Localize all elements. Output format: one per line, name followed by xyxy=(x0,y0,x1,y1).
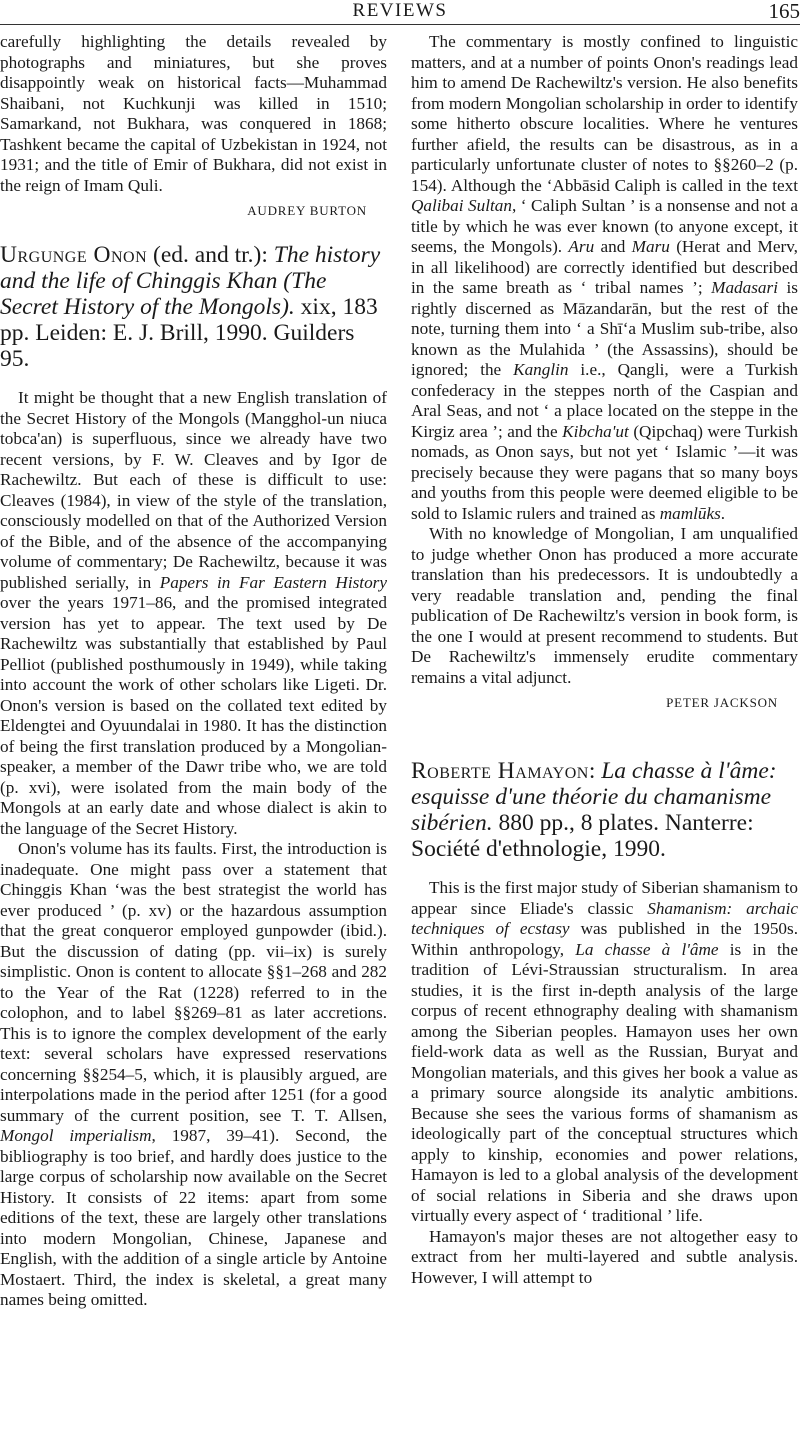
text-run: (Qipchaq) were Turkish nomads, as Onon says, but not yet ‘ Islamic ’—it was precisely because they were pagans that so many boys and youths from this people were deemed eligible to be sold to Islamic rulers and trained as xyxy=(411,421,798,523)
term: Madasari xyxy=(711,278,778,297)
book-title: Shamanism: archaic techniques of ecstasy xyxy=(411,898,798,938)
burton-review-ending: carefully highlighting the details revealed by photographs and miniatures, but she proves disappointly weak on historical facts—Muhammad Shaibani, not Kuchkunji was killed in 1510; Samarkand, not Bukhara, was conquered in 1868; Tashkent became the capital of Uzbekistan in 1924, not 1931; and the title of Emir of Bukhara, did not exist in the reign of Imam Quli. xyxy=(0,32,387,195)
reviewer-signature: AUDREY BURTON xyxy=(247,203,367,218)
text-run: : xyxy=(588,758,602,784)
text-run: and xyxy=(594,237,632,256)
text-run: . xyxy=(720,503,726,523)
text-run: It might be thought that a new English translation of the Secret History of the Mongols (Mangghol-un niuca tobca'an) is superfluous, since we already have two recent versions, by F. W. Cleaves and by Igor de Rachewiltz. But each of these is difficult to use: Cleaves (1984), in view of the style of the translation, consciously modelled on that of the Authorized Version of the Bible, and of the absence of the accompanying volume of commentary; De Rachewiltz, because it was published serially, in xyxy=(0,388,387,592)
review-heading-onon xyxy=(0,242,387,372)
text-run: Onon's volume has its faults. First, the introduction is inadequate. One might pass over a statement that Chinggis Khan ‘was the best strategist the world has ever produced ’ (p. xv) or the hazardous assumption that the great conqueror employed gunpowder (ibid.). But the discussion of dating (pp. vii–ix) is surely simplistic. Onon is content to allocate §§1–268 and 282 to the Year of the Rat (1228) referred to in the colophon, and to label §§269–81 as later accretions. This is to ignore the complex development of the early text: several scholars have expressed reservations concerning §§254–5, which, it is plausibly argued, are interpolations made in the period after 1251 (for a good summary of the current position, see T. T. Allsen, xyxy=(0,839,387,1125)
text-run: (Herat and Merv, in all likelihood) are correctly identified but described in the same breath as ‘ tribal names ’; xyxy=(411,237,798,297)
review-author-role: (ed. and tr.): xyxy=(147,242,274,268)
term: Kibcha'ut xyxy=(562,421,629,441)
review-paragraph: Hamayon's major theses are not altogether easy to extract from her multi-layered and subtle analysis. However, I will attempt to xyxy=(411,1226,798,1287)
text-run: was published in the 1950s. Within anthropology, xyxy=(411,919,798,959)
review-paragraph xyxy=(411,878,798,1227)
term: Aru xyxy=(568,237,595,256)
review-book-details: xix, 183 pp. Leiden: E. J. Brill, 1990. Guilders 95. xyxy=(0,294,378,372)
term: Qalibai Sultan xyxy=(411,196,512,215)
running-header xyxy=(0,0,800,26)
text-run: is rightly discerned as Māzandarān, but the rest of the note, turning them into ‘ a Shī‘a Muslim sub-tribe, also known as the Mulahida ’ (the Assassins), should be ignored; the xyxy=(411,278,798,379)
review-paragraph xyxy=(0,388,387,839)
text-run: , 1987, 39–41). Second, the bibliography is too brief, and hardly does justice to the large corpus of scholarship now available on the Secret History. It consists of 22 items: apart from some editions of the text, these are largely other translations into modern Mongolian, Chinese, Japanese and English, with the addition of a single article by Antoine Mostaert. Third, the index is skeletal, a great many names being omitted. xyxy=(0,1126,387,1309)
review-book-details: 880 pp., 8 plates. Nanterre: Société d'ethnologie, 1990. xyxy=(411,810,754,862)
text-run: i.e., Qangli, were a Turkish confederacy in the steppes north of the Caspian and Aral Seas, and not ‘ a place located on the steppe in the Kirgiz area ’; and the xyxy=(411,360,798,441)
term: Maru xyxy=(631,237,670,256)
review-paragraph xyxy=(411,32,798,524)
term: mamlūks xyxy=(659,503,721,523)
text-run: , ‘ Caliph Sultan ’ is a nonsense and not a title by which he was ever known (to anyone except, it seems, the Mongols). xyxy=(411,196,799,256)
review-heading-hamayon xyxy=(411,758,798,862)
text-run: over the years 1971–86, and the promised integrated version has yet to appear. The text used by De Rachewiltz was substantially that established by Paul Pelliot (published posthumously in 1949), while taking into account the work of other scholars like Ligeti. Dr. Onon's version is based on the collated text edited by Eldengtei and Oyuundalai in 1980. It has the distinction of being the first translation produced by a Mongolian-speaker, a member of the Dawr tribe who, we are told (p. xvi), were isolated from the main body of the Mongols at an early date and whose dialect is akin to the language of the Secret History. xyxy=(0,593,387,838)
book-title: La chasse à l'âme xyxy=(575,939,719,959)
review-book-title: La chasse à l'âme: esquisse d'une théorie du chamanisme sibérien. xyxy=(411,758,777,836)
left-column xyxy=(0,32,387,1311)
text-run: The commentary is mostly confined to linguistic matters, and at a number of points Onon's readings lead him to amend De Rachewiltz's version. He also benefits from modern Mongolian scholarship in order to identify some hitherto obscure localities. Where he ventures further afield, the results can be disastrous, as in a particularly unfortunate cluster of notes to §§260–2 (p. 154). Although the ‘Abbāsid Caliph is called in the text xyxy=(411,32,798,195)
term: Kanglin xyxy=(513,360,569,379)
right-column xyxy=(411,32,798,1288)
reviewer-signature: PETER JACKSON xyxy=(666,695,778,710)
journal-title: Papers in Far Eastern History xyxy=(159,572,387,592)
review-author: Urgunge Onon xyxy=(0,242,148,268)
review-author: Roberte Hamayon xyxy=(411,758,589,784)
running-title: REVIEWS xyxy=(352,0,448,21)
review-paragraph: With no knowledge of Mongolian, I am unqualified to judge whether Onon has produced a more accurate translation than his predecessors. It is undoubtedly a very readable translation and, pending the final publication of De Rachewiltz's version in book form, is the one I would at present recommend to students. But De Rachewiltz's immensely erudite commentary remains a vital adjunct. xyxy=(411,524,798,687)
page-number: 165 xyxy=(768,0,800,23)
text-run: is in the tradition of Lévi-Straussian structuralism. In area studies, it is the first in-depth analysis of the large corpus of recent ethnography dealing with shamanism among the Siberian peoples. Hamayon uses her own field-work data as well as the Russian, Buryat and Mongolian materials, and this gives her book a value as a primary source alongside its analytic ambitions. Because she sees the various forms of shamanism as ideologically part of the conceptual structures which apply to kinship, economies and power relations, Hamayon is led to a global analysis of the development of social relations in Siberia and she draws upon virtually every aspect of ‘ traditional ’ life. xyxy=(411,939,798,1225)
review-book-title: The history and the life of Chinggis Khan (The Secret History of the Mongols). xyxy=(0,242,381,320)
header-rule xyxy=(0,24,800,25)
review-paragraph xyxy=(0,839,387,1311)
book-title: Mongol imperialism xyxy=(0,1126,152,1145)
text-run: This is the first major study of Siberian shamanism to appear since Eliade's classic xyxy=(411,878,799,918)
